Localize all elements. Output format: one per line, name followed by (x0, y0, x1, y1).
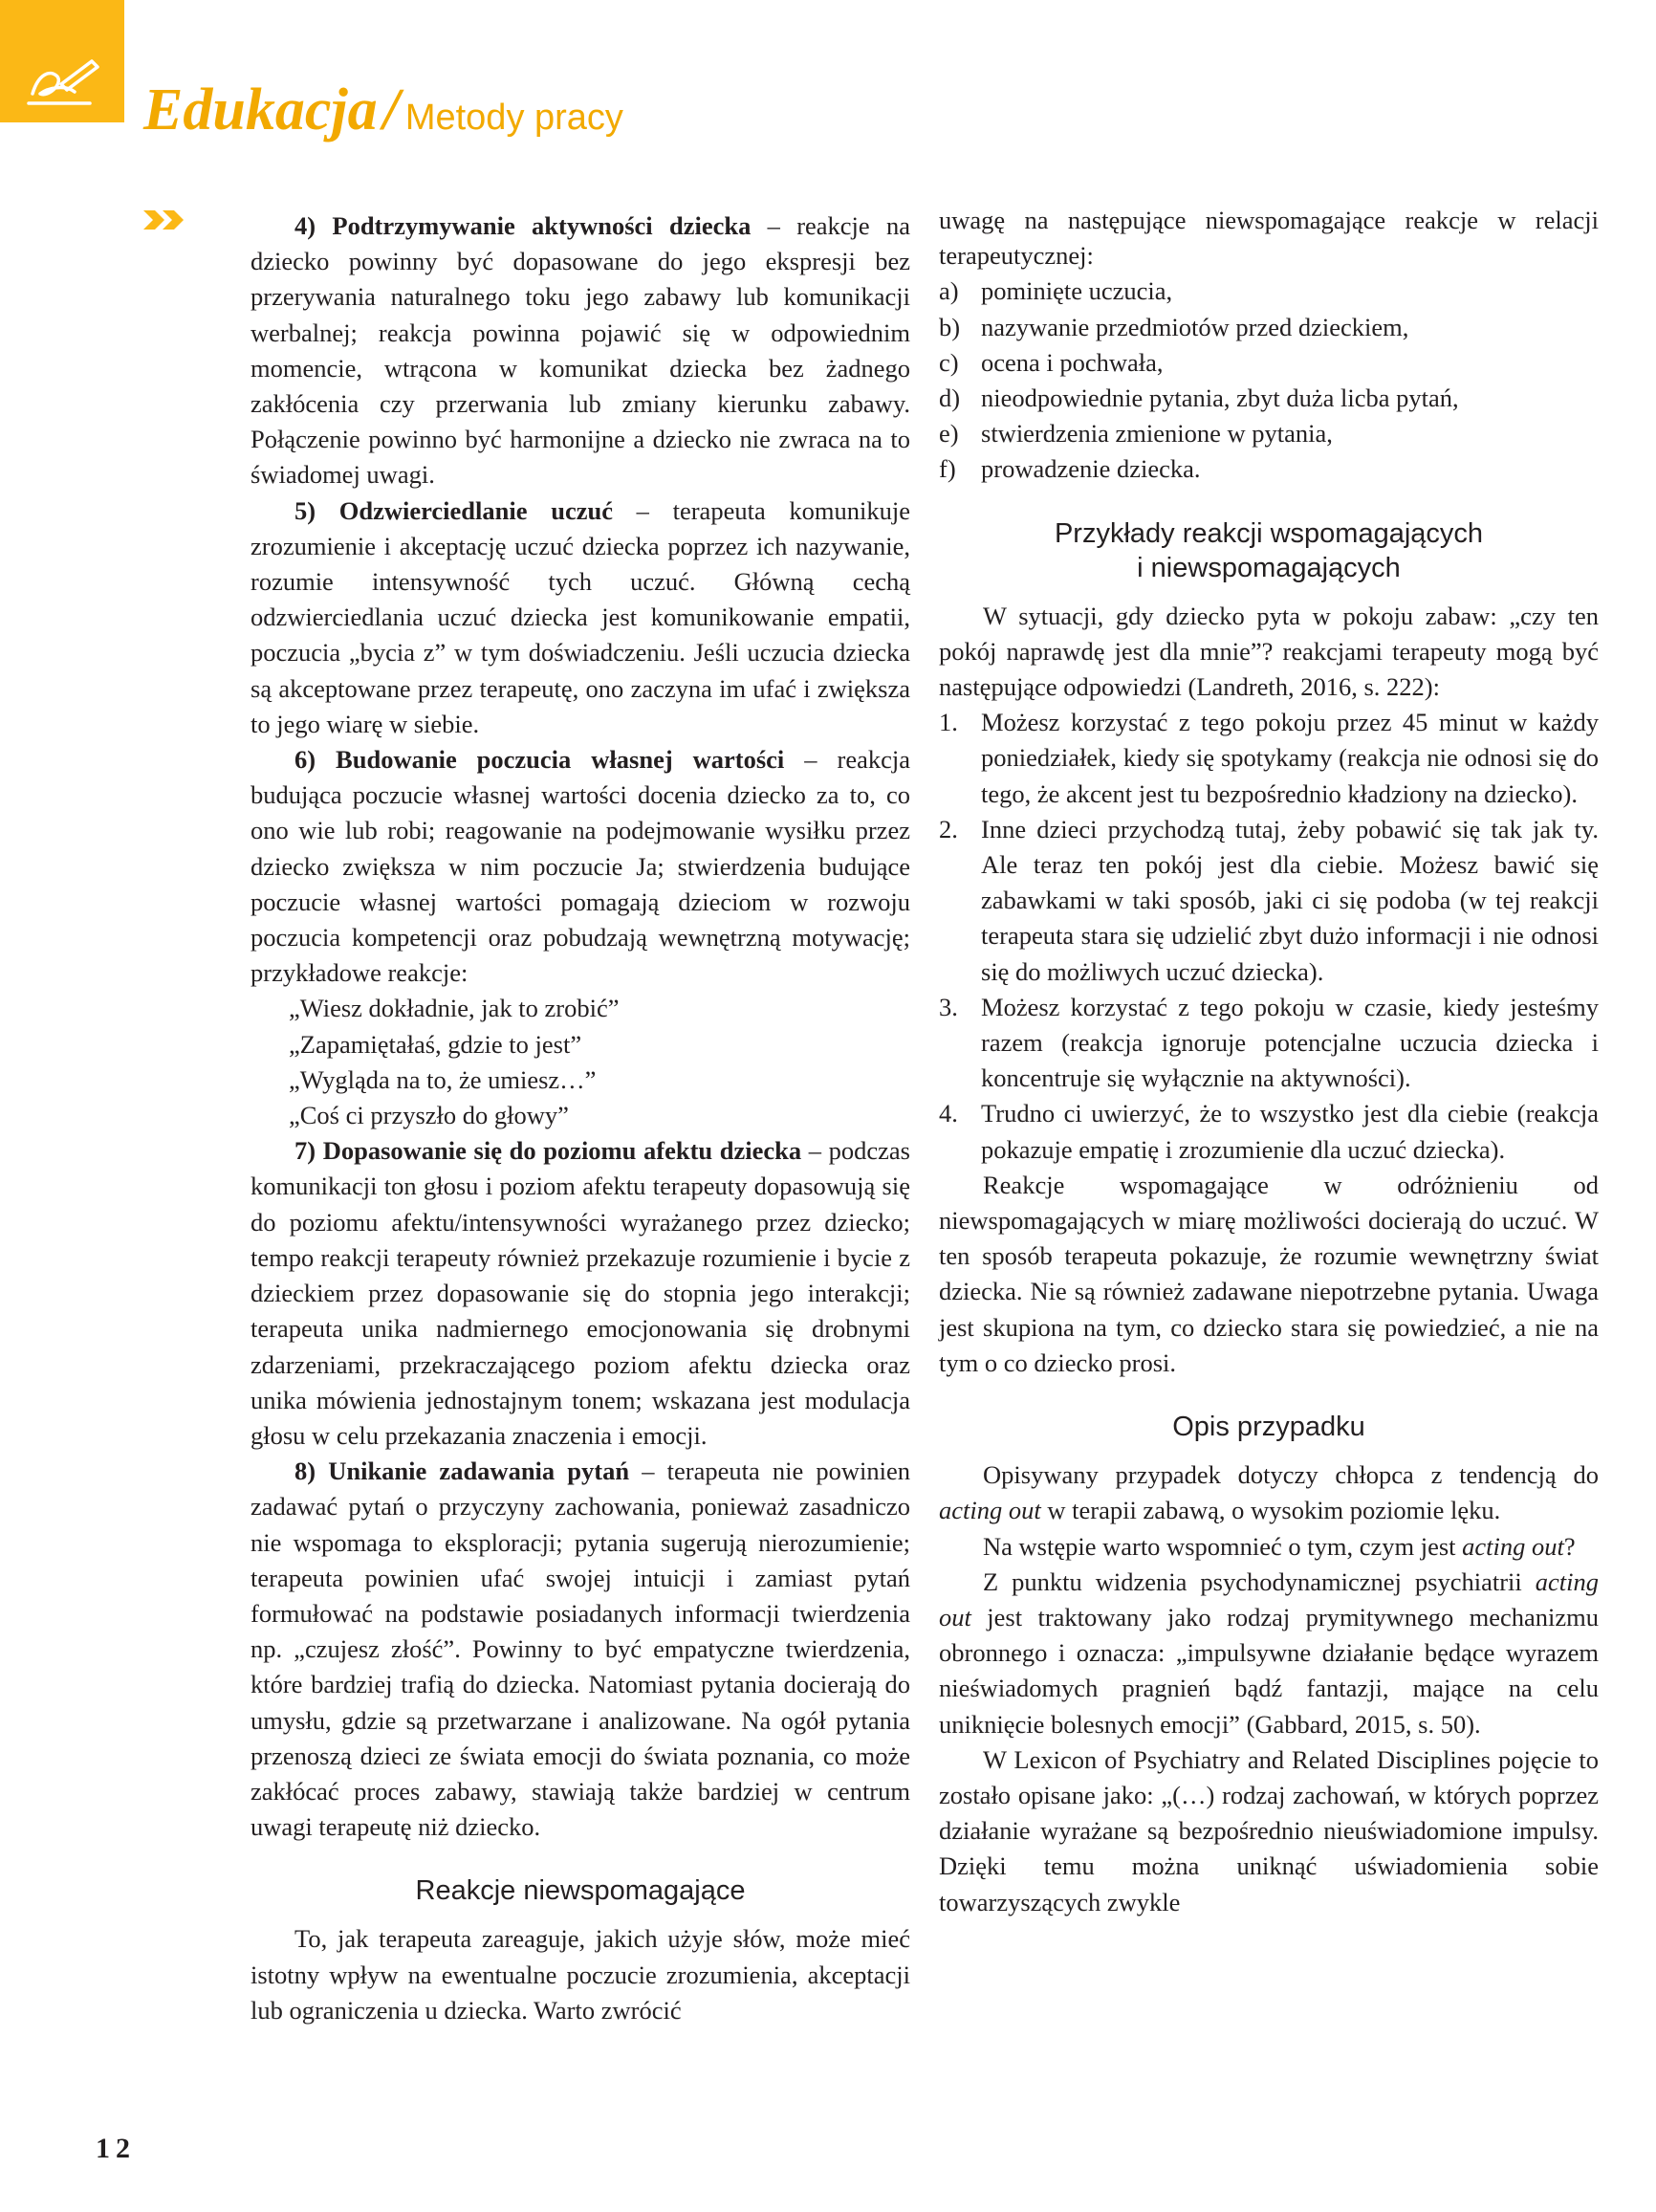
paragraph-6-heading: 6) Budowanie poczucia własnej wartości (294, 745, 785, 775)
heading-nonsupportive-reactions: Reakcje niewspomagające (415, 1875, 746, 1907)
list-item (939, 990, 1599, 1097)
paragraph-8-body: – terapeuta nie powinien zadawać pytań o przyczyny zachowania, ponieważ zasadniczo nie wspomaga to eksploracji; pytania sugerują nierozumienie; terapeuta powinien ufać swojej intuicji i zamiast pytań formułować na podstawie posiadanych informacji twierdzenia np. „czujesz złość”. Powinny to być empatyczne twierdzenia, które bardziej trafią do dziecka. Natomiast pytania docierają do umysłu, gdzie są przetwarzane i analizowane. Na ogół pytania przenoszą dzieci ze świata emocji do świata poznania, co może zakłócać proces zabawy, stawiają także bardziej w centrum uwagi terapeutę niż dziecko. (251, 1456, 910, 1842)
list-text: nieodpowiednie pytania, zbyt duża licba pytań, (981, 383, 1459, 413)
list-marker: 3. (939, 992, 958, 1021)
paragraph-7-heading: 7) Dopasowanie się do poziomu afektu dziecka (294, 1136, 802, 1166)
heading-examples-line1: Przykłady reakcji wspomagających (1054, 517, 1484, 549)
list-marker: e) (939, 419, 959, 449)
heading-case-description: Opis przypadku (1172, 1412, 1365, 1443)
paragraph-case-4: W Lexicon of Psychiatry and Related Disciplines pojęcie to zostało opisane jako: „(…) rodzaj zachowań, w których poprzez działanie wyrażane są bezpośrednio nieuświadomione impulsy. Dzięki temu można uniknąć uświadomienia sobie towarzyszących zwykle (939, 1744, 1599, 1916)
paragraph-8 (251, 1454, 910, 1845)
paragraph-4-body: – reakcje na dziecko powinny być dopasowane do jego ekspresji bez przerywania naturalnego toku jego zabawy lub komunikacji werbalnej; reakcja powinna pojawić się w odpowiednim momencie, wtrącona w komunikat dziecka bez żadnego zakłócenia czy przerwania lub zmiany kierunku zabawy. Połączenie powinno być harmonijne a dziecko nie zwraca na to świadomej uwagi. (251, 211, 910, 490)
italic-term: acting out (939, 1496, 1041, 1525)
list-text: pominięte uczucia, (981, 276, 1173, 306)
section-separator: / (382, 77, 400, 142)
list-marker: f) (939, 454, 956, 484)
list-item (939, 416, 1599, 451)
quote-item: „Coś ci przyszło do głowy” (289, 1101, 569, 1130)
text-run: Opisywany przypadek dotyczy chłopca z tendencją do (983, 1460, 1599, 1490)
text-run: Z punktu widzenia psychodynamicznej psychiatrii (983, 1566, 1536, 1596)
list-text: nazywanie przedmiotów przed dzieckiem, (981, 312, 1409, 341)
section-subtitle: Metody pracy (404, 98, 623, 138)
italic-term: acting out (939, 1566, 1599, 1632)
double-arrow-icon (142, 208, 187, 231)
quote-item: „Wiesz dokładnie, jak to zrobić” (289, 994, 620, 1023)
text-run: jest traktowany jako rodzaj prymitywnego mechanizmu obronnego i oznacza: „impulsywne działanie będące wyrazem nieświadomych pragnień bądź fantazji, mające na celu uniknięcie bolesnych emocji” (Gabbard, 2015, s. 50). (939, 1602, 1599, 1739)
paragraph-case-3 (939, 1565, 1599, 1742)
list-marker: 4. (939, 1099, 958, 1128)
section-tab (0, 0, 124, 122)
responses-list (939, 705, 1599, 1168)
list-text: Inne dzieci przychodzą tutaj, żeby pobawić się tak jak ty. Ale teraz ten pokój jest dla ciebie. Możesz bawić się zabawkami w taki sposób, jaki ci się podoba (w tej reakcji terapeuta stara się udzielić zbyt dużo informacji i nie odnosi się do możliwych uczuć dziecka). (981, 814, 1599, 986)
paragraph-situation: W sytuacji, gdy dziecko pyta w pokoju zabaw: „czy ten pokój naprawdę jest dla mnie”? reakcjami terapeuty mogą być następujące odpowiedzi (Landreth, 2016, s. 222): (939, 601, 1599, 702)
pen-writing-icon (19, 55, 105, 111)
list-marker: c) (939, 347, 959, 377)
list-marker: 1. (939, 708, 958, 737)
list-text: Trudno ci uwierzyć, że to wszystko jest dla ciebie (reakcja pokazuje empatię i zrozumienie dla uczuć dziecka). (981, 1099, 1599, 1164)
list-item (939, 345, 1599, 381)
quote-item: „Zapamiętałaś, gdzie to jest” (289, 1029, 582, 1059)
paragraph-5-body: – terapeuta komunikuje zrozumienie i akceptację uczuć dziecka poprzez ich nazywanie, rozumie intensywność tych uczuć. Główną cechą odzwierciedlania uczuć dziecka jest komunikowanie empatii, poczucia „bycia z” w tym doświadczeniu. Jeśli uczucia dziecka są akceptowane przez terapeutę, ono zaczyna im ufać i zwiększa to jego wiarę w siebie. (251, 495, 910, 738)
list-marker: a) (939, 276, 959, 306)
heading-examples (939, 516, 1599, 585)
paragraph-7-body: – podczas komunikacji ton głosu i poziom afektu terapeuty dopasowują się do poziomu afektu/intensywności wyrażanego przez dziecko; tempo reakcji terapeuty również przekazuje rozumienie i bycie z dzieckiem przez dopasowanie się do stopnia jego interakcji; terapeuta unika nadmiernego emocjonowania się drobnymi zdarzeniami, przekraczającego poziom afektu dziecka oraz unika mówienia jednostajnym tonem; wskazana jest modulacja głosu w celu przekazania znaczenia i emocji. (251, 1136, 910, 1450)
page-number: 12 (96, 2133, 136, 2164)
paragraph-7 (251, 1133, 910, 1454)
text-run: Na wstępie warto wspomnieć o tym, czym jest (983, 1531, 1463, 1561)
right-column (939, 203, 1599, 1920)
paragraph-continued: uwagę na następujące niewspomagające reakcje w relacji terapeutycznej: (939, 206, 1599, 271)
text-run: w terapii zabawą, o wysokim poziomie lęku. (1040, 1496, 1501, 1525)
paragraph-6-body: – reakcja budująca poczucie własnej wartości docenia dziecko za to, co ono wie lub robi; reagowanie na podejmowanie wysiłku przez dziecko zwiększa w nim poczucie Ja; stwierdzenia budujące poczucie własnej wartości pomagają dzieciom w rozwoju poczucia kompetencji oraz pobudzają wewnętrzną motywację; przykładowe reakcje: (251, 745, 910, 988)
quote-item: „Wygląda na to, że umiesz…” (289, 1064, 597, 1094)
paragraph-nonsupportive: To, jak terapeuta zareaguje, jakich użyje słów, może mieć istotny wpływ na ewentualne poczucie zrozumienia, akceptacji lub ograniczenia u dziecka. Warto zwrócić (251, 1924, 910, 2025)
section-header (143, 77, 623, 153)
paragraph-8-heading: 8) Unikanie zadawania pytań (294, 1456, 630, 1486)
paragraph-6 (251, 742, 910, 991)
list-text: stwierdzenia zmienione w pytania, (981, 419, 1333, 449)
nonsupportive-list (939, 274, 1599, 487)
paragraph-4 (251, 208, 910, 493)
text-run: ? (1563, 1531, 1576, 1561)
list-item (939, 1096, 1599, 1167)
italic-term: acting out (1462, 1531, 1564, 1561)
list-item (939, 812, 1599, 990)
list-text: prowadzenie dziecka. (981, 454, 1201, 484)
list-text: ocena i pochwała, (981, 347, 1164, 377)
paragraph-supportive: Reakcje wspomagające w odróżnieniu od niewspomagających w miarę możliwości docierają do uczuć. W ten sposób terapeuta pokazuje, że rozumie wewnętrzny świat dziecka. Nie są również zadawane niepotrzebne pytania. Uwaga jest skupiona na tym, co dziecko stara się powiedzieć, a nie na tym o co dziecko prosi. (939, 1170, 1599, 1377)
left-column (251, 208, 910, 2028)
list-text: Możesz korzystać z tego pokoju w czasie, kiedy jesteśmy razem (reakcja ignoruje potencjalne uczucia dziecka i koncentruje się wyłącznie na aktywności). (981, 992, 1599, 1093)
paragraph-5-heading: 5) Odzwierciedlanie uczuć (294, 495, 613, 525)
example-quotes (251, 991, 910, 1133)
list-item (939, 310, 1599, 345)
paragraph-case-1 (939, 1457, 1599, 1528)
list-text: Możesz korzystać z tego pokoju przez 45 minut w każdy poniedziałek, kiedy się spotykamy (reakcja nie odnosi się do tego, że akcent jest tu bezpośrednio kładziony na dziecko). (981, 708, 1599, 808)
paragraph-5 (251, 493, 910, 742)
paragraph-case-2 (939, 1529, 1599, 1565)
list-item (939, 451, 1599, 487)
paragraph-4-heading: 4) Podtrzymywanie aktywności dziecka (294, 211, 752, 240)
list-marker: 2. (939, 814, 958, 843)
list-item (939, 705, 1599, 812)
list-item (939, 274, 1599, 309)
list-item (939, 381, 1599, 416)
heading-examples-line2: i niewspomagających (1137, 552, 1401, 583)
list-marker: d) (939, 383, 961, 413)
section-title: Edukacja (143, 77, 378, 142)
list-marker: b) (939, 312, 961, 341)
